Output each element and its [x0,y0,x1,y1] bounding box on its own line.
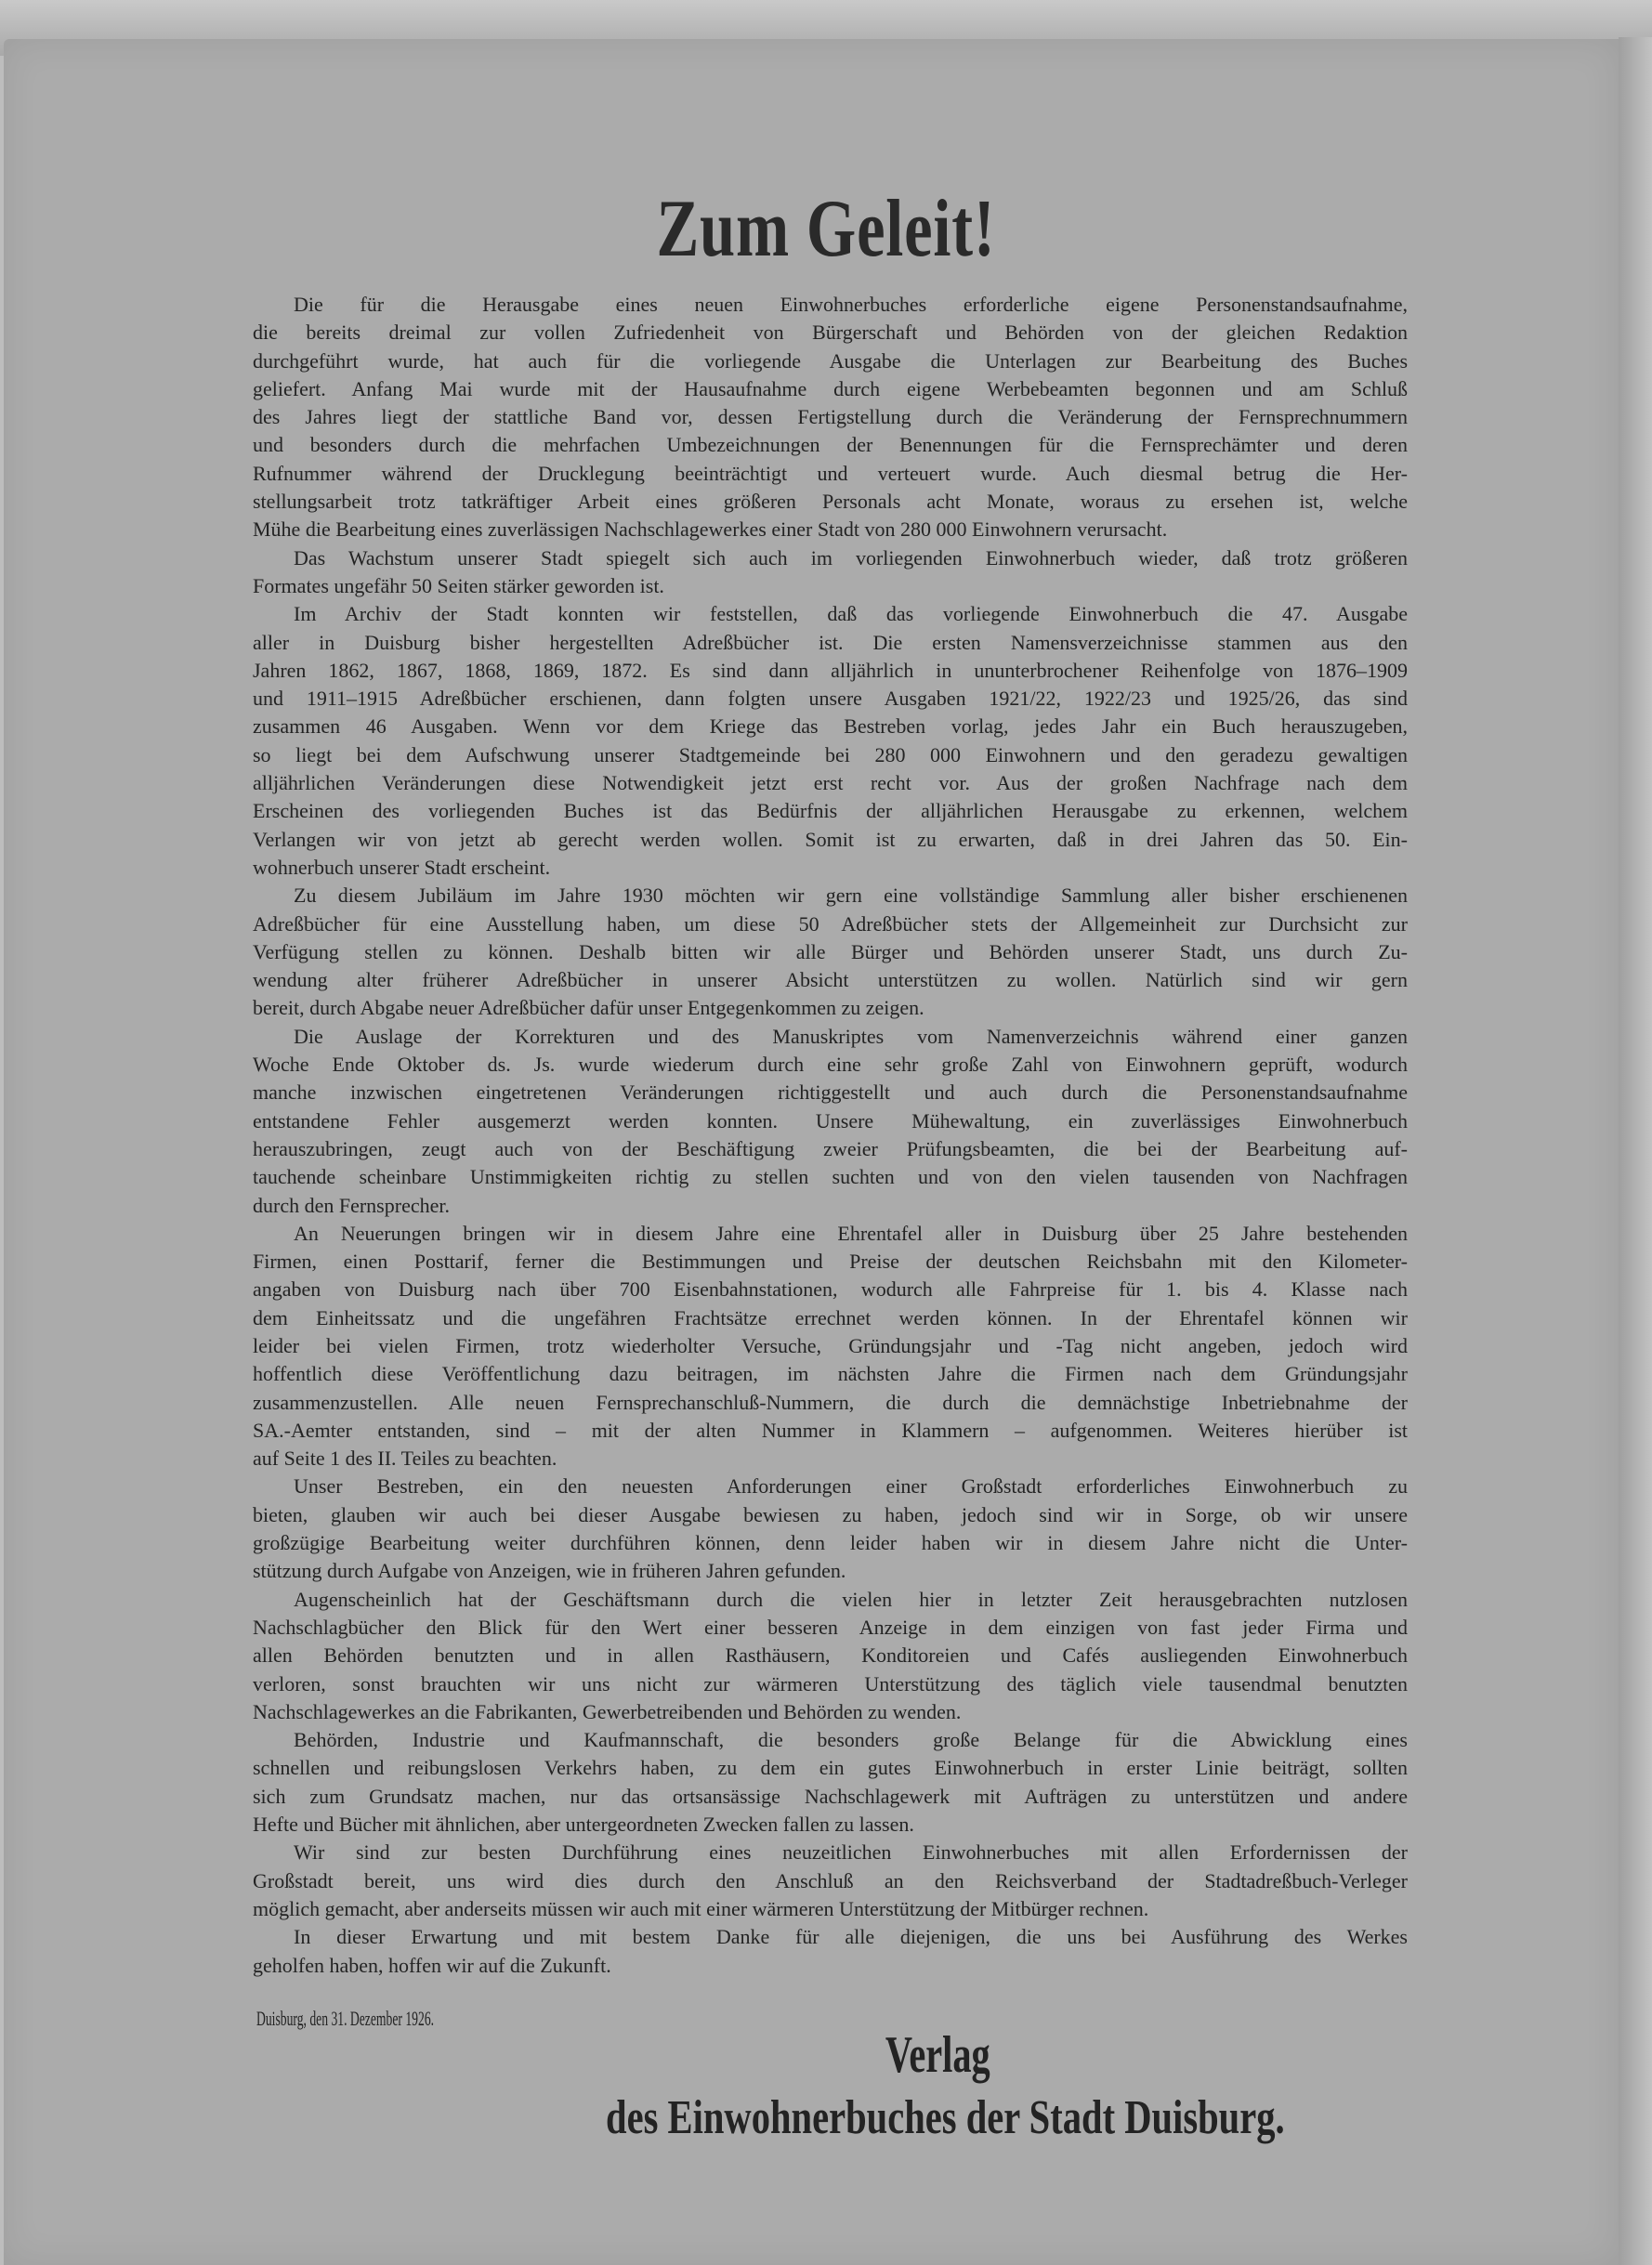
paragraph [253,291,1408,544]
text-line: leider bei vielen Firmen, trotz wiederholter Versuche, Gründungsjahr und -Tag nicht angeben, jedoch wird [253,1333,1408,1357]
text-line: geliefert. Anfang Mai wurde mit der Hausaufnahme durch eigene Werbebeamten begonnen und am Schluß [253,376,1408,400]
text-line: Firmen, einen Posttarif, ferner die Bestimmungen und Preise der deutschen Reichsbahn mit den Kilometer- [253,1250,1408,1274]
signature-publisher-label [0,2025,1652,2085]
text-line: Zu diesem Jubiläum im Jahre 1930 möchten wir gern eine vollständige Sammlung aller bisher erschienenen [294,884,1408,908]
page-title-text: Zum Geleit! [656,184,996,274]
text-line: sich zum Grundsatz machen, nur das ortsansässige Nachschlagewerk mit Aufträgen zu unterstützen und andere [253,1784,1408,1808]
text-line: aller in Duisburg bisher hergestellten Adreßbücher ist. Die ersten Namensverzeichnisse stammen aus den [253,630,1408,654]
signature-publisher-name [488,2090,1403,2145]
signature-line-1: Verlag [885,2026,990,2084]
text-line: Formates ungefähr 50 Seiten stärker geworden ist. [253,573,664,597]
text-line: großzügige Bearbeitung weiter durchführen können, denn leider haben wir in diesem Jahre nicht die Unter- [253,1531,1408,1555]
text-line: herauszubringen, zeugt auch von der Beschäftigung zweier Prüfungsbeamten, die bei der Bearbeitung auf- [253,1136,1408,1160]
letter-body [253,291,1408,1980]
text-line: Großstadt bereit, uns wird dies durch den Anschluß an den Reichsverband der Stadtadreßbuch-Verleger [253,1868,1408,1892]
text-line: entstandene Fehler ausgemerzt werden konnten. Unsere Mühewaltung, ein zuverlässiges Einwohnerbuch [253,1108,1408,1132]
date-line: Duisburg, den 31. Dezember 1926. [256,2007,435,2030]
text-line: Woche Ende Oktober ds. Js. wurde wiederum durch eine sehr große Zahl von Einwohnern geprüft, wodurch [253,1053,1408,1077]
paragraph [253,1839,1408,1923]
text-line: An Neuerungen bringen wir in diesem Jahre eine Ehrentafel aller in Duisburg über 25 Jahre bestehenden [294,1221,1408,1245]
paragraph [253,1473,1408,1585]
text-line: Adreßbücher für eine Ausstellung haben, um diese 50 Adreßbücher stets der Allgemeinheit zur Durchsicht zur [253,911,1408,936]
paragraph [253,600,1408,882]
text-line: geholfen haben, hoffen wir auf die Zukunft. [253,1953,611,1977]
text-line: schnellen und reibungslosen Verkehrs haben, zu dem ein gutes Einwohnerbuch in erster Linie beiträgt, sollten [253,1756,1408,1780]
text-line: Rufnummer während der Drucklegung beeinträchtigt und verteuert wurde. Auch diesmal betrug die Her- [253,461,1408,485]
text-line: Jahren 1862, 1867, 1868, 1869, 1872. Es sind dann alljährlich in ununterbrochener Reihenfolge von 1876–1909 [253,658,1408,682]
text-line: so liegt bei dem Aufschwung unserer Stadtgemeinde bei 280 000 Einwohnern und den geradezu gewaltigen [253,742,1408,766]
text-line: Hefte und Bücher mit ähnlichen, aber untergeordneten Zwecken fallen zu lassen. [253,1813,914,1837]
text-line: zusammen 46 Ausgaben. Wenn vor dem Kriege das Bestreben vorlag, jedes Jahr ein Buch herauszugeben, [253,714,1408,739]
paragraph [253,544,1408,601]
text-line: tauchende scheinbare Unstimmigkeiten richtig zu stellen suchten und von den vielen tausenden von Nachfragen [253,1165,1408,1189]
text-line: Behörden, Industrie und Kaufmannschaft, die besonders große Belange für die Abwicklung eines [294,1728,1408,1752]
text-line: Verlangen wir von jetzt ab gerecht werden wollen. Somit ist zu erwarten, daß in drei Jahren das 50. Ein- [253,827,1408,851]
scan-right-edge [1619,37,1652,2265]
text-line: die bereits dreimal zur vollen Zufriedenheit von Bürgerschaft und Behörden von der gleichen Redaktion [253,321,1408,345]
page-title [0,182,1652,276]
text-line: möglich gemacht, aber anderseits müssen wir auch mit einer wärmeren Unterstützung der Mitbürger rechnen. [253,1896,1149,1920]
text-line: Augenscheinlich hat der Geschäftsmann durch die vielen hier in letzter Zeit herausgebrachten nutzlosen [294,1587,1408,1611]
text-line: des Jahres liegt der stattliche Band vor, dessen Fertigstellung durch die Veränderung der Fernsprechnummern [253,405,1408,429]
paragraph [253,1220,1408,1473]
text-line: Die für die Herausgabe eines neuen Einwohnerbuches erforderliche eigene Personenstandsaufnahme, [294,293,1408,316]
text-line: Nachschlagewerkes an die Fabrikanten, Gewerbetreibenden und Behörden zu wenden. [253,1699,962,1723]
text-line: Unser Bestreben, ein den neuesten Anforderungen einer Großstadt erforderliches Einwohnerbuch zu [294,1474,1408,1499]
text-line: dem Einheitssatz und die ungefähren Frachtsätze errechnet werden können. In der Ehrentafel können wir [253,1305,1408,1329]
paragraph [253,882,1408,1022]
paragraph [253,1023,1408,1220]
text-line: manche inzwischen eingetretenen Veränderungen richtiggestellt und auch durch die Personenstandsaufnahme [253,1080,1408,1105]
text-line: durch den Fernsprecher. [253,1193,450,1217]
text-line: angaben von Duisburg nach über 700 Eisenbahnstationen, wodurch alle Fahrpreise für 1. bis 4. Klasse nach [253,1277,1408,1302]
text-line: hoffentlich diese Veröffentlichung dazu beitragen, im nächsten Jahre die Firmen nach dem Gründungsjahr [253,1362,1408,1386]
text-line: stellungsarbeit trotz tatkräftiger Arbeit eines größeren Personals acht Monate, woraus zu ersehen ist, welche [253,490,1408,514]
text-line: alljährlichen Veränderungen diese Notwendigkeit jetzt erst recht vor. Aus der großen Nachfrage nach dem [253,771,1408,795]
text-line: bieten, glauben wir auch bei dieser Ausgabe bewiesen zu haben, jedoch sind wir in Sorge, ob wir unsere [253,1502,1408,1526]
text-line: SA.-Aemter entstanden, sind – mit der alten Nummer in Klammern – aufgenommen. Weiteres hierüber ist [253,1418,1408,1442]
text-line: In dieser Erwartung und mit bestem Danke für alle diejenigen, die uns bei Ausführung des Werkes [294,1925,1408,1949]
paragraph [253,1726,1408,1839]
text-line: Erscheinen des vorliegenden Buches ist das Bedürfnis der alljährlichen Herausgabe zu erkennen, welchem [253,799,1408,823]
text-line: Mühe die Bearbeitung eines zuverlässigen Nachschlagewerkes einer Stadt von 280 000 Einwohnern verursacht. [253,517,1168,542]
text-line: zusammenzustellen. Alle neuen Fernsprechanschluß-Nummern, die durch die demnächstige Inbetriebnahme der [253,1390,1408,1414]
signature-line-2: des Einwohnerbuches der Stadt Duisburg. [606,2091,1285,2144]
text-line: auf Seite 1 des II. Teiles zu beachten. [253,1447,557,1471]
text-line: und 1911–1915 Adreßbücher erschienen, dann folgten unsere Ausgaben 1921/22, 1922/23 und 1925/26, das sind [253,687,1408,711]
paragraph [253,1586,1408,1726]
text-line: Verfügung stellen zu können. Deshalb bitten wir alle Bürger und Behörden unserer Stadt, uns durch Zu- [253,939,1408,963]
text-line: Im Archiv der Stadt konnten wir feststellen, daß das vorliegende Einwohnerbuch die 47. Ausgabe [294,602,1408,626]
text-line: durchgeführt wurde, hat auch für die vorliegende Ausgabe die Unterlagen zur Bearbeitung des Buches [253,348,1408,373]
text-line: Wir sind zur besten Durchführung eines neuzeitlichen Einwohnerbuches mit allen Erfordernissen der [294,1840,1408,1865]
text-line: allen Behörden benutzten und in allen Rasthäusern, Konditoreien und Cafés ausliegenden Einwohnerbuch [253,1643,1408,1668]
text-line: wendung alter früherer Adreßbücher in unserer Absicht unterstützen zu wollen. Natürlich sind wir gern [253,968,1408,992]
text-line: Nachschlagbücher den Blick für den Wert einer besseren Anzeige in dem einzigen von fast jeder Firma und [253,1615,1408,1639]
text-line: stützung durch Aufgabe von Anzeigen, wie in früheren Jahren gefunden. [253,1559,846,1583]
text-line: bereit, durch Abgabe neuer Adreßbücher dafür unser Entgegenkommen zu zeigen. [253,996,924,1020]
text-line: wohnerbuch unserer Stadt erscheint. [253,855,551,879]
text-line: Das Wachstum unserer Stadt spiegelt sich auch im vorliegenden Einwohnerbuch wieder, daß trotz größeren [294,545,1408,570]
text-line: verloren, sonst brauchten wir uns nicht zur wärmeren Unterstützung des täglich viele tausendmal benutzten [253,1671,1408,1695]
paragraph [253,1923,1408,1980]
text-line: Die Auslage der Korrekturen und des Manuskriptes vom Namenverzeichnis während einer ganzen [294,1024,1408,1048]
text-line: und besonders durch die mehrfachen Umbezeichnungen der Benennungen für die Fernsprechämter und deren [253,433,1408,457]
